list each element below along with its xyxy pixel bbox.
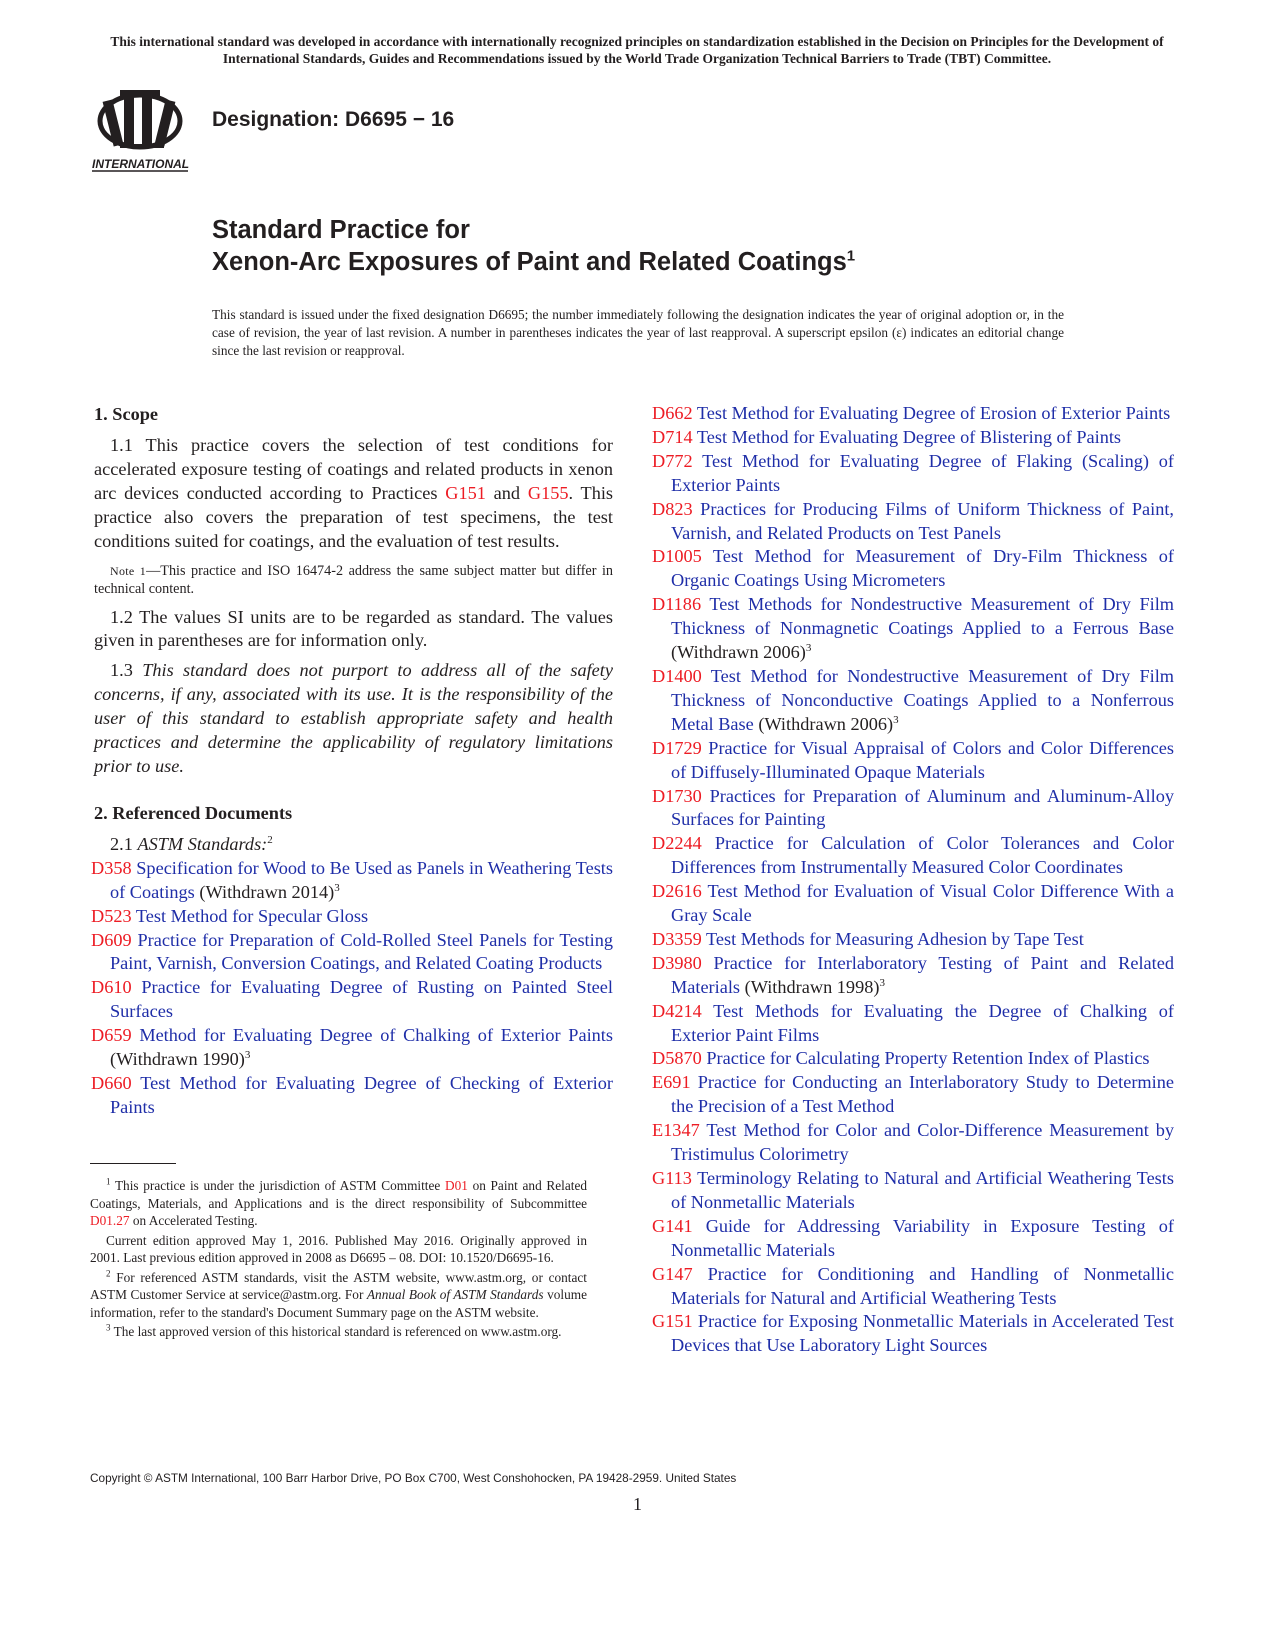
reference-designation-link[interactable]: D662 — [652, 403, 693, 423]
right-column — [652, 402, 1175, 1358]
reference-item — [652, 1310, 1174, 1358]
paragraph-text: . This practice also covers the preparation of test specimens, the test conditions suited for coatings, and the evaluation of test results. — [94, 482, 614, 551]
footnote-text: This practice is under the jurisdiction of ASTM Committee — [114, 1178, 441, 1193]
reference-title: Practice for Evaluating Degree of Rusting on Painted Steel Surfaces — [110, 977, 613, 1022]
footnote-2 — [90, 1269, 587, 1322]
reference-item — [91, 929, 613, 977]
paragraph-text: This practice covers the selection of test conditions for accelerated exposure testing of coatings and related products in xenon arc devices conducted according to Practices — [94, 435, 613, 503]
safety-statement: This standard does not purport to address all of the safety concerns, if any, associated with its use. It is the responsibility of the user of this standard to establish appropriate safety and health practices and determine the applicability of regulatory limitations prior to use. — [94, 660, 613, 776]
reference-designation-link[interactable]: D714 — [652, 426, 693, 447]
subhead-label: ASTM Standards: — [137, 833, 268, 854]
reference-designation-link[interactable]: G147 — [652, 1263, 693, 1284]
link-g151[interactable]: G151 — [445, 482, 486, 503]
reference-item — [652, 1000, 1174, 1048]
reference-title: Practice for Conducting an Interlaboratory Study to Determine the Precision of a Test Method — [671, 1072, 1174, 1117]
reference-item — [652, 952, 1174, 1000]
footnote-text: on Accelerated Testing. — [132, 1213, 258, 1228]
reference-title: Test Method for Evaluation of Visual Color Difference With a Gray Scale — [671, 881, 1174, 926]
reference-title: Practice for Visual Appraisal of Colors and Color Differences of Diffusely-Illuminated Opaque Materials — [671, 737, 1174, 782]
reference-item — [652, 545, 1174, 593]
reference-designation-link[interactable]: D358 — [91, 857, 132, 878]
link-d01[interactable]: D01 — [444, 1178, 468, 1193]
astm-standards-subhead — [94, 833, 613, 857]
document-title — [212, 214, 855, 278]
reference-title: Practice for Exposing Nonmetallic Materials in Accelerated Test Devices that Use Laboratory Light Sources — [671, 1311, 1174, 1356]
reference-item — [652, 426, 1174, 450]
paragraph-number: 1.1 — [110, 435, 133, 455]
reference-title: Test Method for Specular Gloss — [135, 905, 369, 926]
referenced-docs-heading: 2. Referenced Documents — [94, 802, 293, 823]
withdrawn-note: (Withdrawn 2006) — [753, 713, 894, 734]
paragraph-number: 2.1 — [110, 833, 133, 854]
withdrawn-note: (Withdrawn 2006) — [671, 642, 806, 663]
reference-item — [91, 976, 613, 1024]
reference-designation-link[interactable]: D1400 — [652, 665, 702, 686]
reference-designation-link[interactable]: D823 — [652, 498, 693, 519]
footnote-text: For referenced ASTM standards, visit the ASTM website, www.astm.org, or contact ASTM Customer Service at service@astm.org. For — [90, 1269, 587, 1302]
title-line-1: Standard Practice for — [212, 216, 470, 244]
reference-designation-link[interactable]: D2616 — [652, 881, 702, 902]
reference-item — [652, 928, 1174, 952]
footnote-mark: 3 — [879, 976, 885, 989]
scope-paragraph-3 — [94, 659, 613, 779]
reference-title: Test Methods for Evaluating the Degree of Chalking of Exterior Paint Films — [671, 1000, 1174, 1045]
withdrawn-note: (Withdrawn 2014) — [194, 881, 335, 902]
reference-title: Specification for Wood to Be Used as Panels in Weathering Tests of Coatings — [110, 857, 613, 902]
reference-designation-link[interactable]: D1005 — [652, 546, 702, 567]
reference-designation-link[interactable]: D1730 — [652, 785, 702, 806]
note-text: —This practice and ISO 16474-2 address the same subject matter but differ in technical content. — [94, 562, 613, 597]
reference-designation-link[interactable]: D5870 — [652, 1048, 702, 1069]
footnote-3 — [90, 1323, 587, 1341]
footnote-mark: 1 — [106, 1176, 111, 1187]
reference-item — [652, 880, 1174, 928]
reference-designation-link[interactable]: G151 — [652, 1311, 693, 1332]
footnote-mark: 2 — [267, 833, 273, 846]
reference-title: Test Method for Nondestructive Measurement of Dry Film Thickness of Nonconductive Coatings Applied to a Nonferrous Metal Base — [671, 665, 1174, 734]
footnote-mark: 3 — [805, 641, 812, 654]
scope-paragraph-1 — [94, 434, 613, 554]
reference-designation-link[interactable]: D4214 — [652, 1000, 702, 1021]
reference-title: Test Method for Color and Color-Difference Measurement by Tristimulus Colorimetry — [671, 1120, 1174, 1165]
reference-designation-link[interactable]: D610 — [91, 977, 132, 998]
reference-designation-link[interactable]: D3980 — [652, 952, 702, 973]
logo-text: INTERNATIONAL — [92, 157, 190, 171]
reference-item — [652, 402, 1174, 426]
footnote-text: on Paint and Related Coatings, Materials, and Applications and is the direct responsibility of Subcommittee — [90, 1178, 588, 1211]
reference-title: Practice for Calculation of Color Tolerances and Color Differences from Instrumentally Measured Color Coordinates — [671, 833, 1175, 878]
reference-item — [91, 1072, 613, 1120]
reference-title: Test Method for Evaluating Degree of Flaking (Scaling) of Exterior Paints — [671, 450, 1174, 495]
reference-list-left — [91, 857, 613, 1120]
reference-item — [652, 737, 1174, 785]
reference-item — [652, 450, 1174, 498]
footnotes — [90, 1177, 587, 1343]
page-number: 1 — [633, 1494, 642, 1514]
footnote-mark: 2 — [106, 1268, 111, 1279]
reference-designation-link[interactable]: G113 — [652, 1168, 692, 1188]
reference-item — [652, 1071, 1174, 1119]
reference-title: Guide for Addressing Variability in Exposure Testing of Nonmetallic Materials — [671, 1215, 1174, 1260]
reference-title: Test Method for Evaluating Degree of Checking of Exterior Paints — [110, 1072, 613, 1117]
reference-designation-link[interactable]: E1347 — [652, 1120, 700, 1141]
footnote-divider — [90, 1163, 176, 1164]
footnote-text: volume information, refer to the standard's Document Summary page on the ASTM website. — [90, 1287, 587, 1320]
footnote-mark: 3 — [893, 713, 899, 726]
reference-item — [652, 593, 1174, 665]
reference-title: Test Methods for Measuring Adhesion by Tape Test — [706, 928, 1084, 949]
reference-title: Practice for Conditioning and Handling of Nonmetallic Materials for Natural and Artificial Weathering Tests — [671, 1263, 1174, 1308]
reference-designation-link[interactable]: G141 — [652, 1215, 693, 1236]
reference-item — [652, 1167, 1174, 1215]
title-line-2: Xenon-Arc Exposures of Paint and Related Coatings — [212, 248, 847, 276]
issuance-statement: This standard is issued under the fixed designation D6695; the number immediately following the designation indicates the year of original adoption or, in the case of revision, the year of last revision. A number in parentheses indicates the year of last reapproval. A superscript epsilon (ε) indicates an editorial change since the last revision or reapproval. — [212, 307, 1064, 358]
reference-item — [652, 498, 1174, 546]
paragraph-number: 1.3 — [110, 660, 133, 681]
withdrawn-note: (Withdrawn 1998) — [740, 976, 880, 997]
reference-title: Practices for Preparation of Aluminum and Aluminum-Alloy Surfaces for Painting — [671, 785, 1174, 830]
designation-value: D6695 − 16 — [345, 108, 455, 131]
reference-item — [652, 1215, 1174, 1263]
footnote-text: The last approved version of this historical standard is referenced on www.astm.org. — [113, 1324, 562, 1339]
link-d01-27[interactable]: D01.27 — [90, 1213, 130, 1228]
reference-title: Practices for Producing Films of Uniform Thickness of Paint, Varnish, and Related Products on Test Panels — [671, 498, 1174, 543]
copyright-line: Copyright © ASTM International, 100 Barr Harbor Drive, PO Box C700, West Conshohocken, PA 19428-2959. United States — [90, 1471, 737, 1485]
withdrawn-note: (Withdrawn 1990) — [110, 1049, 245, 1070]
footnote-mark: 3 — [244, 1048, 251, 1061]
footnote-mark: 3 — [334, 881, 340, 894]
reference-title: Test Method for Evaluating Degree of Blistering of Paints — [696, 426, 1122, 447]
reference-item — [91, 857, 613, 905]
left-column — [91, 402, 614, 1120]
footnote-1-edition: Current edition approved May 1, 2016. Published May 2016. Originally approved in 2001. Last previous edition approved in 2008 as D6695 – 08. DOI: 10.1520/D6695-16. — [90, 1232, 587, 1265]
footnote-mark: 3 — [106, 1322, 111, 1333]
title-footnote-mark: 1 — [846, 247, 856, 265]
reference-list-right — [652, 402, 1175, 1358]
reference-item — [652, 1263, 1174, 1311]
astm-logo-icon — [90, 86, 200, 178]
link-g155[interactable]: G155 — [527, 482, 569, 503]
reference-designation-link[interactable]: D3359 — [652, 928, 702, 949]
reference-title: Practice for Calculating Property Retention Index of Plastics — [706, 1048, 1150, 1069]
wto-notice: This international standard was developed in accordance with internationally recognized principles on standardization established in the Decision on Principles for the Development of International Standards, Guides and Recommendations issued by the World Trade Organization Technical Barriers to Trade (TBT) Committee. — [110, 34, 1164, 66]
note-1 — [94, 562, 613, 598]
reference-title: Test Methods for Nondestructive Measurement of Dry Film Thickness of Nonmagnetic Coatings Applied to a Ferrous Base — [671, 594, 1174, 639]
reference-title: Test Method for Evaluating Degree of Erosion of Exterior Paints — [696, 403, 1171, 423]
scope-heading: 1. Scope — [94, 404, 158, 424]
reference-item — [91, 905, 613, 929]
note-label: Note 1 — [110, 563, 147, 578]
reference-designation-link[interactable]: D772 — [652, 450, 693, 471]
reference-designation-link[interactable]: D660 — [91, 1072, 132, 1093]
scope-paragraph-2: 1.2 The values SI units are to be regarded as standard. The values given in parentheses are for information only. — [94, 606, 613, 651]
designation-label: Designation: — [212, 108, 340, 131]
reference-designation-link[interactable]: D2244 — [652, 833, 702, 854]
footnote-1 — [90, 1177, 587, 1230]
reference-item — [652, 1047, 1174, 1071]
reference-designation-link[interactable]: D659 — [91, 1025, 132, 1046]
reference-designation-link[interactable]: D1186 — [652, 594, 702, 615]
reference-title: Practice for Interlaboratory Testing of Paint and Related Materials — [671, 952, 1175, 997]
reference-title: Method for Evaluating Degree of Chalking of Exterior Paints — [139, 1025, 613, 1046]
reference-designation-link[interactable]: E691 — [652, 1072, 691, 1093]
reference-title: Terminology Relating to Natural and Artificial Weathering Tests of Nonmetallic Materials — [671, 1168, 1174, 1212]
paragraph-text: and — [493, 482, 521, 503]
designation — [212, 108, 454, 132]
reference-designation-link[interactable]: D523 — [91, 905, 132, 926]
reference-item — [652, 832, 1174, 880]
reference-designation-link[interactable]: D609 — [91, 929, 132, 950]
reference-title: Practice for Preparation of Cold-Rolled Steel Panels for Testing Paint, Varnish, Conversion Coatings, and Related Coating Products — [110, 929, 613, 974]
reference-item — [91, 1024, 613, 1072]
reference-title: Test Method for Measurement of Dry-Film Thickness of Organic Coatings Using Micrometers — [671, 546, 1174, 591]
reference-item — [652, 785, 1174, 833]
reference-item — [652, 665, 1174, 737]
astm-logo — [90, 86, 200, 178]
reference-item — [652, 1119, 1174, 1167]
reference-designation-link[interactable]: D1729 — [652, 737, 702, 758]
footnote-italic: Annual Book of ASTM Standards — [366, 1287, 544, 1302]
